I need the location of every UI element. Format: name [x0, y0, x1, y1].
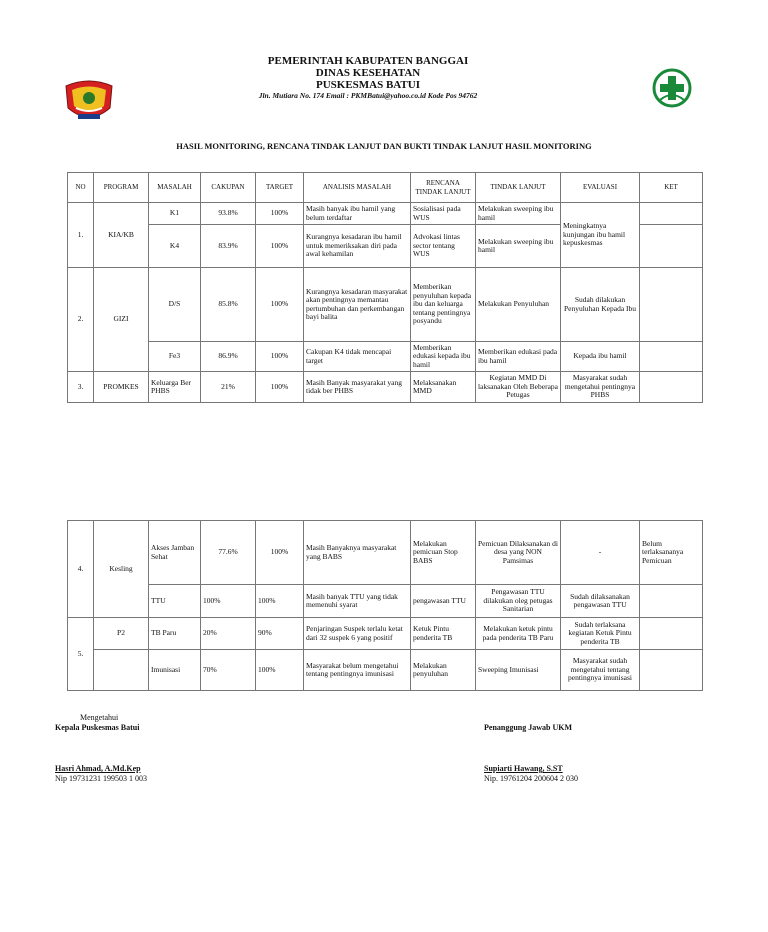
cell-masalah: K4: [149, 225, 201, 268]
cell-cakupan: 86.9%: [201, 342, 256, 372]
cell-tindak: Memberikan edukasi pada ibu hamil: [476, 342, 561, 372]
col-header: PROGRAM: [94, 173, 149, 203]
cell-tindak: Melakukan sweeping ibu hamil: [476, 225, 561, 268]
sign-left-nip: Nip 19731231 199503 1 003: [55, 774, 147, 783]
cell-cakupan: 93.8%: [201, 203, 256, 225]
cell-cakupan: 70%: [201, 650, 256, 691]
cell-masalah: Imunisasi: [149, 650, 201, 691]
cell-no: 1.: [68, 203, 94, 268]
cell-rencana: Melakukan penyuluhan: [411, 650, 476, 691]
cell-no: 3.: [68, 372, 94, 403]
kabupaten-banggai-emblem: [64, 78, 114, 124]
cell-program: [94, 650, 149, 691]
cell-program: KIA/KB: [94, 203, 149, 268]
cell-rencana: Advokasi lintas sector tentang WUS: [411, 225, 476, 268]
col-header: CAKUPAN: [201, 173, 256, 203]
cell-no: 2.: [68, 268, 94, 372]
table-row: [68, 372, 703, 403]
header-address: Jln. Mutiara No. 174 Email : PKMBatui@yahoo.co.id Kode Pos 94762: [258, 91, 478, 100]
header-government: PEMERINTAH KABUPATEN BANGGAI: [267, 55, 469, 67]
cell-evaluasi: Sudah dilakukan Penyuluhan Kepada Ibu: [561, 268, 640, 342]
col-header: TINDAK LANJUT: [476, 173, 561, 203]
cell-rencana: Ketuk Pintu penderita TB: [411, 618, 476, 650]
cell-target: 100%: [256, 372, 304, 403]
sign-mengetahui: Mengetahui: [80, 713, 119, 722]
sign-left-title: Kepala Puskesmas Batui: [55, 723, 140, 732]
cell-program: GIZI: [94, 268, 149, 372]
cell-evaluasi: Masyarakat sudah mengetahui tentang pentingnya imunisasi: [561, 650, 640, 691]
col-header: ANALISIS MASALAH: [304, 173, 411, 203]
cell-analisis: Penjaringan Suspek terlalu ketat dari 32 suspek 6 yang positif: [304, 618, 411, 650]
cell-target: 100%: [256, 225, 304, 268]
cell-ket: [640, 650, 703, 691]
sign-left-name: Hasri Ahmad, A.Md.Kep: [55, 764, 141, 773]
cell-target: 100%: [256, 203, 304, 225]
table-row: [68, 521, 703, 585]
cell-masalah: K1: [149, 203, 201, 225]
cell-target: 100%: [256, 268, 304, 342]
cell-ket: [640, 585, 703, 618]
table-row: [68, 618, 703, 650]
col-header: EVALUASI: [561, 173, 640, 203]
cell-cakupan: 83.9%: [201, 225, 256, 268]
col-header: TARGET: [256, 173, 304, 203]
cell-masalah: Akses Jamban Sehat: [149, 521, 201, 585]
col-header: KET: [640, 173, 703, 203]
cell-cakupan: 20%: [201, 618, 256, 650]
cell-analisis: Masyarakat belum mengetahui tentang pentingnya imunisasi: [304, 650, 411, 691]
cell-ket: [640, 372, 703, 403]
header-puskesmas: PUSKESMAS BATUI: [315, 79, 420, 91]
cell-tindak: Pengawasan TTU dilakukan oleg petugas Sanitarian: [476, 585, 561, 618]
cell-masalah: D/S: [149, 268, 201, 342]
cell-masalah: TB Paru: [149, 618, 201, 650]
cell-analisis: Masih Banyak masyarakat yang tidak ber PHBS: [304, 372, 411, 403]
cell-rencana: Sosialisasi pada WUS: [411, 203, 476, 225]
table-header-row: [68, 173, 703, 203]
table-row: [68, 342, 703, 372]
cell-rencana: Memberikan edukasi kepada ibu hamil: [411, 342, 476, 372]
cell-cakupan: 21%: [201, 372, 256, 403]
cell-tindak: Melakukan Penyuluhan: [476, 268, 561, 342]
table-row: [68, 268, 703, 342]
cell-tindak: Kegiatan MMD Di laksanakan Oleh Beberapa Petugas: [476, 372, 561, 403]
cell-program: P2: [94, 618, 149, 650]
cell-target: 100%: [256, 585, 304, 618]
table-row: [68, 650, 703, 691]
cell-analisis: Masih Banyaknya masyarakat yang BABS: [304, 521, 411, 585]
cell-evaluasi: Sudah dilaksanakan pengawasan TTU: [561, 585, 640, 618]
cell-masalah: Keluarga Ber PHBS: [149, 372, 201, 403]
cell-evaluasi: -: [561, 521, 640, 585]
cell-analisis: Kurangnya kesadaran ibu hamil untuk memeriksakan diri pada awal kehamilan: [304, 225, 411, 268]
table-row: [68, 585, 703, 618]
cell-analisis: Masih banyak TTU yang tidak memenuhi syarat: [304, 585, 411, 618]
sign-right-name: Supiarti Hawang, S.ST: [484, 764, 563, 773]
cell-tindak: Melakukan sweeping ibu hamil: [476, 203, 561, 225]
cell-evaluasi: Kepada ibu hamil: [561, 342, 640, 372]
col-header: RENCANA TINDAK LANJUT: [411, 173, 476, 203]
cell-ket: [640, 268, 703, 342]
sign-right-nip: Nip. 19761204 200604 2 030: [484, 774, 578, 783]
col-header: MASALAH: [149, 173, 201, 203]
cell-no: 4.: [68, 521, 94, 618]
cell-masalah: Fe3: [149, 342, 201, 372]
cell-no: 5.: [68, 618, 94, 691]
cell-evaluasi: Meningkatnya kunjungan ibu hamil kepuskesmas: [561, 203, 640, 268]
cell-target: 100%: [256, 650, 304, 691]
cell-target: 100%: [256, 342, 304, 372]
cell-analisis: Kurangnya kesadaran masyarakat akan pentingnya memantau pertumbuhan dan perkembangan bayi balita: [304, 268, 411, 342]
document-title: HASIL MONITORING, RENCANA TINDAK LANJUT DAN BUKTI TINDAK LANJUT HASIL MONITORING: [176, 141, 592, 151]
cell-tindak: Pemicuan Dilaksanakan di desa yang NON Pamsimas: [476, 521, 561, 585]
cell-rencana: Memberikan penyuluhan kepada ibu dan keluarga tentang pentingnya posyandu: [411, 268, 476, 342]
monitoring-table-1: [67, 172, 703, 403]
cell-ket: [640, 203, 703, 225]
cell-target: 100%: [256, 521, 304, 585]
cell-masalah: TTU: [149, 585, 201, 618]
cell-target: 90%: [256, 618, 304, 650]
cell-cakupan: 85.8%: [201, 268, 256, 342]
cell-ket: [640, 618, 703, 650]
cell-evaluasi: Masyarakat sudah mengetahui pentingnya PHBS: [561, 372, 640, 403]
cell-tindak: Sweeping Imunisasi: [476, 650, 561, 691]
monitoring-table-2: [67, 520, 703, 691]
cell-rencana: Melakukan pemicuan Stop BABS: [411, 521, 476, 585]
table-row: [68, 203, 703, 225]
cell-ket: Belum terlaksananya Pemicuan: [640, 521, 703, 585]
sign-right-title: Penanggung Jawab UKM: [484, 723, 573, 732]
cell-cakupan: 100%: [201, 585, 256, 618]
cell-evaluasi: Sudah terlaksana kegiatan Ketuk Pintu penderita TB: [561, 618, 640, 650]
cell-program: PROMKES: [94, 372, 149, 403]
cell-ket: [640, 225, 703, 268]
cell-analisis: Masih banyak ibu hamil yang belum terdaftar: [304, 203, 411, 225]
puskesmas-logo: [652, 68, 692, 108]
header-department: DINAS KESEHATAN: [315, 67, 421, 79]
col-header: NO: [68, 173, 94, 203]
cell-rencana: Melaksanakan MMD: [411, 372, 476, 403]
cell-tindak: Melakukan ketuk pintu pada penderita TB Paru: [476, 618, 561, 650]
cell-cakupan: 77.6%: [201, 521, 256, 585]
cell-ket: [640, 342, 703, 372]
cell-analisis: Cakupan K4 tidak mencapai target: [304, 342, 411, 372]
cell-rencana: pengawasan TTU: [411, 585, 476, 618]
cell-program: Kesling: [94, 521, 149, 618]
